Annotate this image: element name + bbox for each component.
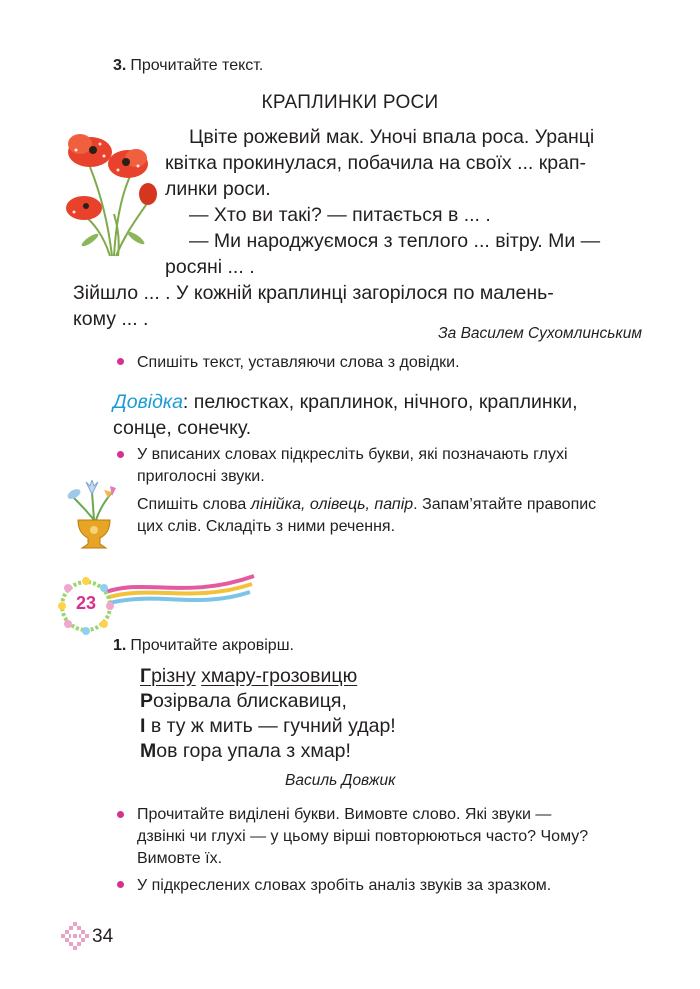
instruction-copy-text: Спишіть текст, уставляючи слова з довідки. bbox=[137, 354, 460, 371]
bullet-dot bbox=[117, 451, 124, 458]
instruction-spelling: Спишіть слова лінійка, олівець, папір. Запам’ятайте правопис цих слів. Складіть з ними речення. bbox=[137, 496, 597, 535]
page-ornament-icon bbox=[61, 922, 89, 950]
bullet-dot bbox=[117, 358, 124, 365]
reference-label: Довідка bbox=[113, 391, 183, 413]
task-number: 1. bbox=[113, 637, 127, 654]
underlined-word: хмару-грозовицю bbox=[201, 665, 358, 687]
acrostic-letter: М bbox=[140, 740, 157, 762]
bullet-dot bbox=[117, 881, 124, 888]
acrostic-letter: І bbox=[140, 715, 146, 737]
task-number: 3. bbox=[113, 57, 127, 74]
task-1-heading bbox=[113, 637, 294, 655]
acrostic-letter: Р bbox=[140, 690, 154, 712]
task-text: Прочитайте акровірш. bbox=[130, 637, 294, 654]
poem-author: Василь Довжик bbox=[285, 772, 396, 789]
story-line: Зійшло ... . У кожній краплинці загорілося по малень- bbox=[73, 282, 554, 304]
reference-words: : пелюстках, краплинок, нічного, краплинки, bbox=[182, 391, 578, 413]
acrostic-poem bbox=[140, 664, 396, 764]
story-line: линки роси. bbox=[165, 178, 271, 200]
story-line: — Хто ви такі? — питається в ... . bbox=[189, 204, 491, 226]
bullet-dot bbox=[117, 811, 124, 818]
reference-box bbox=[113, 389, 653, 441]
task-3-heading bbox=[113, 57, 263, 75]
reference-words-2: сонце, сонечку. bbox=[113, 417, 252, 439]
poem-line: Мов гора упала з хмар! bbox=[140, 740, 351, 762]
story-line: — Ми народжуємося з теплого ... вітру. Ми — bbox=[189, 230, 601, 252]
instruction-sound-analysis: У підкреслених словах зробіть аналіз звуків за зразком. bbox=[137, 877, 552, 894]
story-author: За Василем Сухомлинським bbox=[438, 325, 642, 342]
story-text bbox=[73, 124, 643, 332]
poem-line: І в ту ж мить — гучний удар! bbox=[140, 715, 396, 737]
story-line: квітка прокинулася, побачила на своїх ... крап- bbox=[165, 152, 587, 174]
instruction-read-letters: Прочитайте виділені букви. Вимовте слово. Які звуки — дзвінкі чи глухі — у цьому вірші повторюються часто? Чому? Вимовте їх. bbox=[137, 806, 589, 867]
story-line: росяні ... . bbox=[165, 256, 255, 278]
spelling-words: лінійка, олівець, папір bbox=[250, 496, 414, 513]
task-text: Прочитайте текст. bbox=[130, 57, 264, 74]
instruction-underline: У вписаних словах підкресліть букви, які позначають глухі приголосні звуки. bbox=[137, 446, 568, 485]
poem-line: Розірвала блискавиця, bbox=[140, 690, 347, 712]
lesson-number: 23 bbox=[75, 593, 97, 613]
story-title: КРАПЛИНКИ РОСИ bbox=[261, 92, 439, 113]
story-line: кому ... . bbox=[73, 308, 149, 330]
page-number: 34 bbox=[92, 926, 114, 947]
acrostic-letter: Г bbox=[140, 665, 152, 687]
flower-vase-icon bbox=[66, 480, 122, 550]
story-line: Цвіте рожевий мак. Уночі впала роса. Уранці bbox=[189, 126, 595, 148]
poem-line: Грізну хмару-грозовицю bbox=[140, 665, 358, 687]
